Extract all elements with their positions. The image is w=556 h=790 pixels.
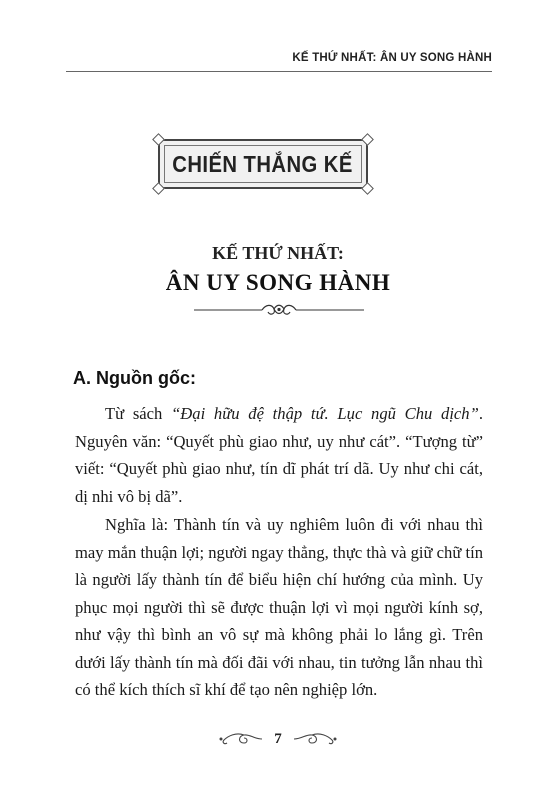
paragraph-meaning-text: Nghĩa là: Thành tín và uy nghiêm luôn đi với nhau thì may mắn thuận lợi; người ngay thẳng, thực thà và giữ chữ tín là người lấy thành tín để biểu hiện chí hướng của mình. Uy phục mọi người thì sẽ được thuận lợi vì mọi người kính sợ, như vậy thì bình an vô sự mà không phải lo lắng gì. Trên dưới lấy thành tín mà đối đãi với nhau, tin tưởng lẫn nhau thì có thể kích thích sĩ khí để tạo nên nghiệp lớn. [75,515,483,699]
page-number: 7 [274,730,282,747]
paragraph-citation: “Đại hữu đệ thập tứ. Lục ngũ Chu dịch” [171,404,479,423]
flourish-right-icon [292,730,338,748]
chapter-title-box [158,139,368,189]
corner-ornament [361,182,374,195]
section-title: ÂN UY SONG HÀNH [165,270,391,295]
section-heading: A. Nguồn gốc: [73,368,196,388]
section-subtitle: KẾ THỨ NHẤT: [212,243,344,263]
corner-ornament [152,182,165,195]
paragraph-rest: . Nguyên văn: “Quyết phù giao như, uy như cát”. “Tượng từ” viết: “Quyết phù giao như, tín dĩ phát trí dã. Uy như chi cát, dị nhi vô bị dã”. [75,404,483,506]
paragraph-meaning [75,511,483,704]
page-footer [0,727,556,751]
flourish-left-icon [218,730,264,748]
chapter-title: CHIẾN THẮNG KẾ [172,150,354,177]
ornament-divider-icon [194,301,364,319]
paragraph-origin [75,400,483,510]
running-header: KẾ THỨ NHẤT: ÂN UY SONG HÀNH [292,52,492,64]
paragraph-lead: Từ sách [105,404,172,423]
corner-ornament [361,133,374,146]
corner-ornament [152,133,165,146]
header-rule [66,71,492,72]
